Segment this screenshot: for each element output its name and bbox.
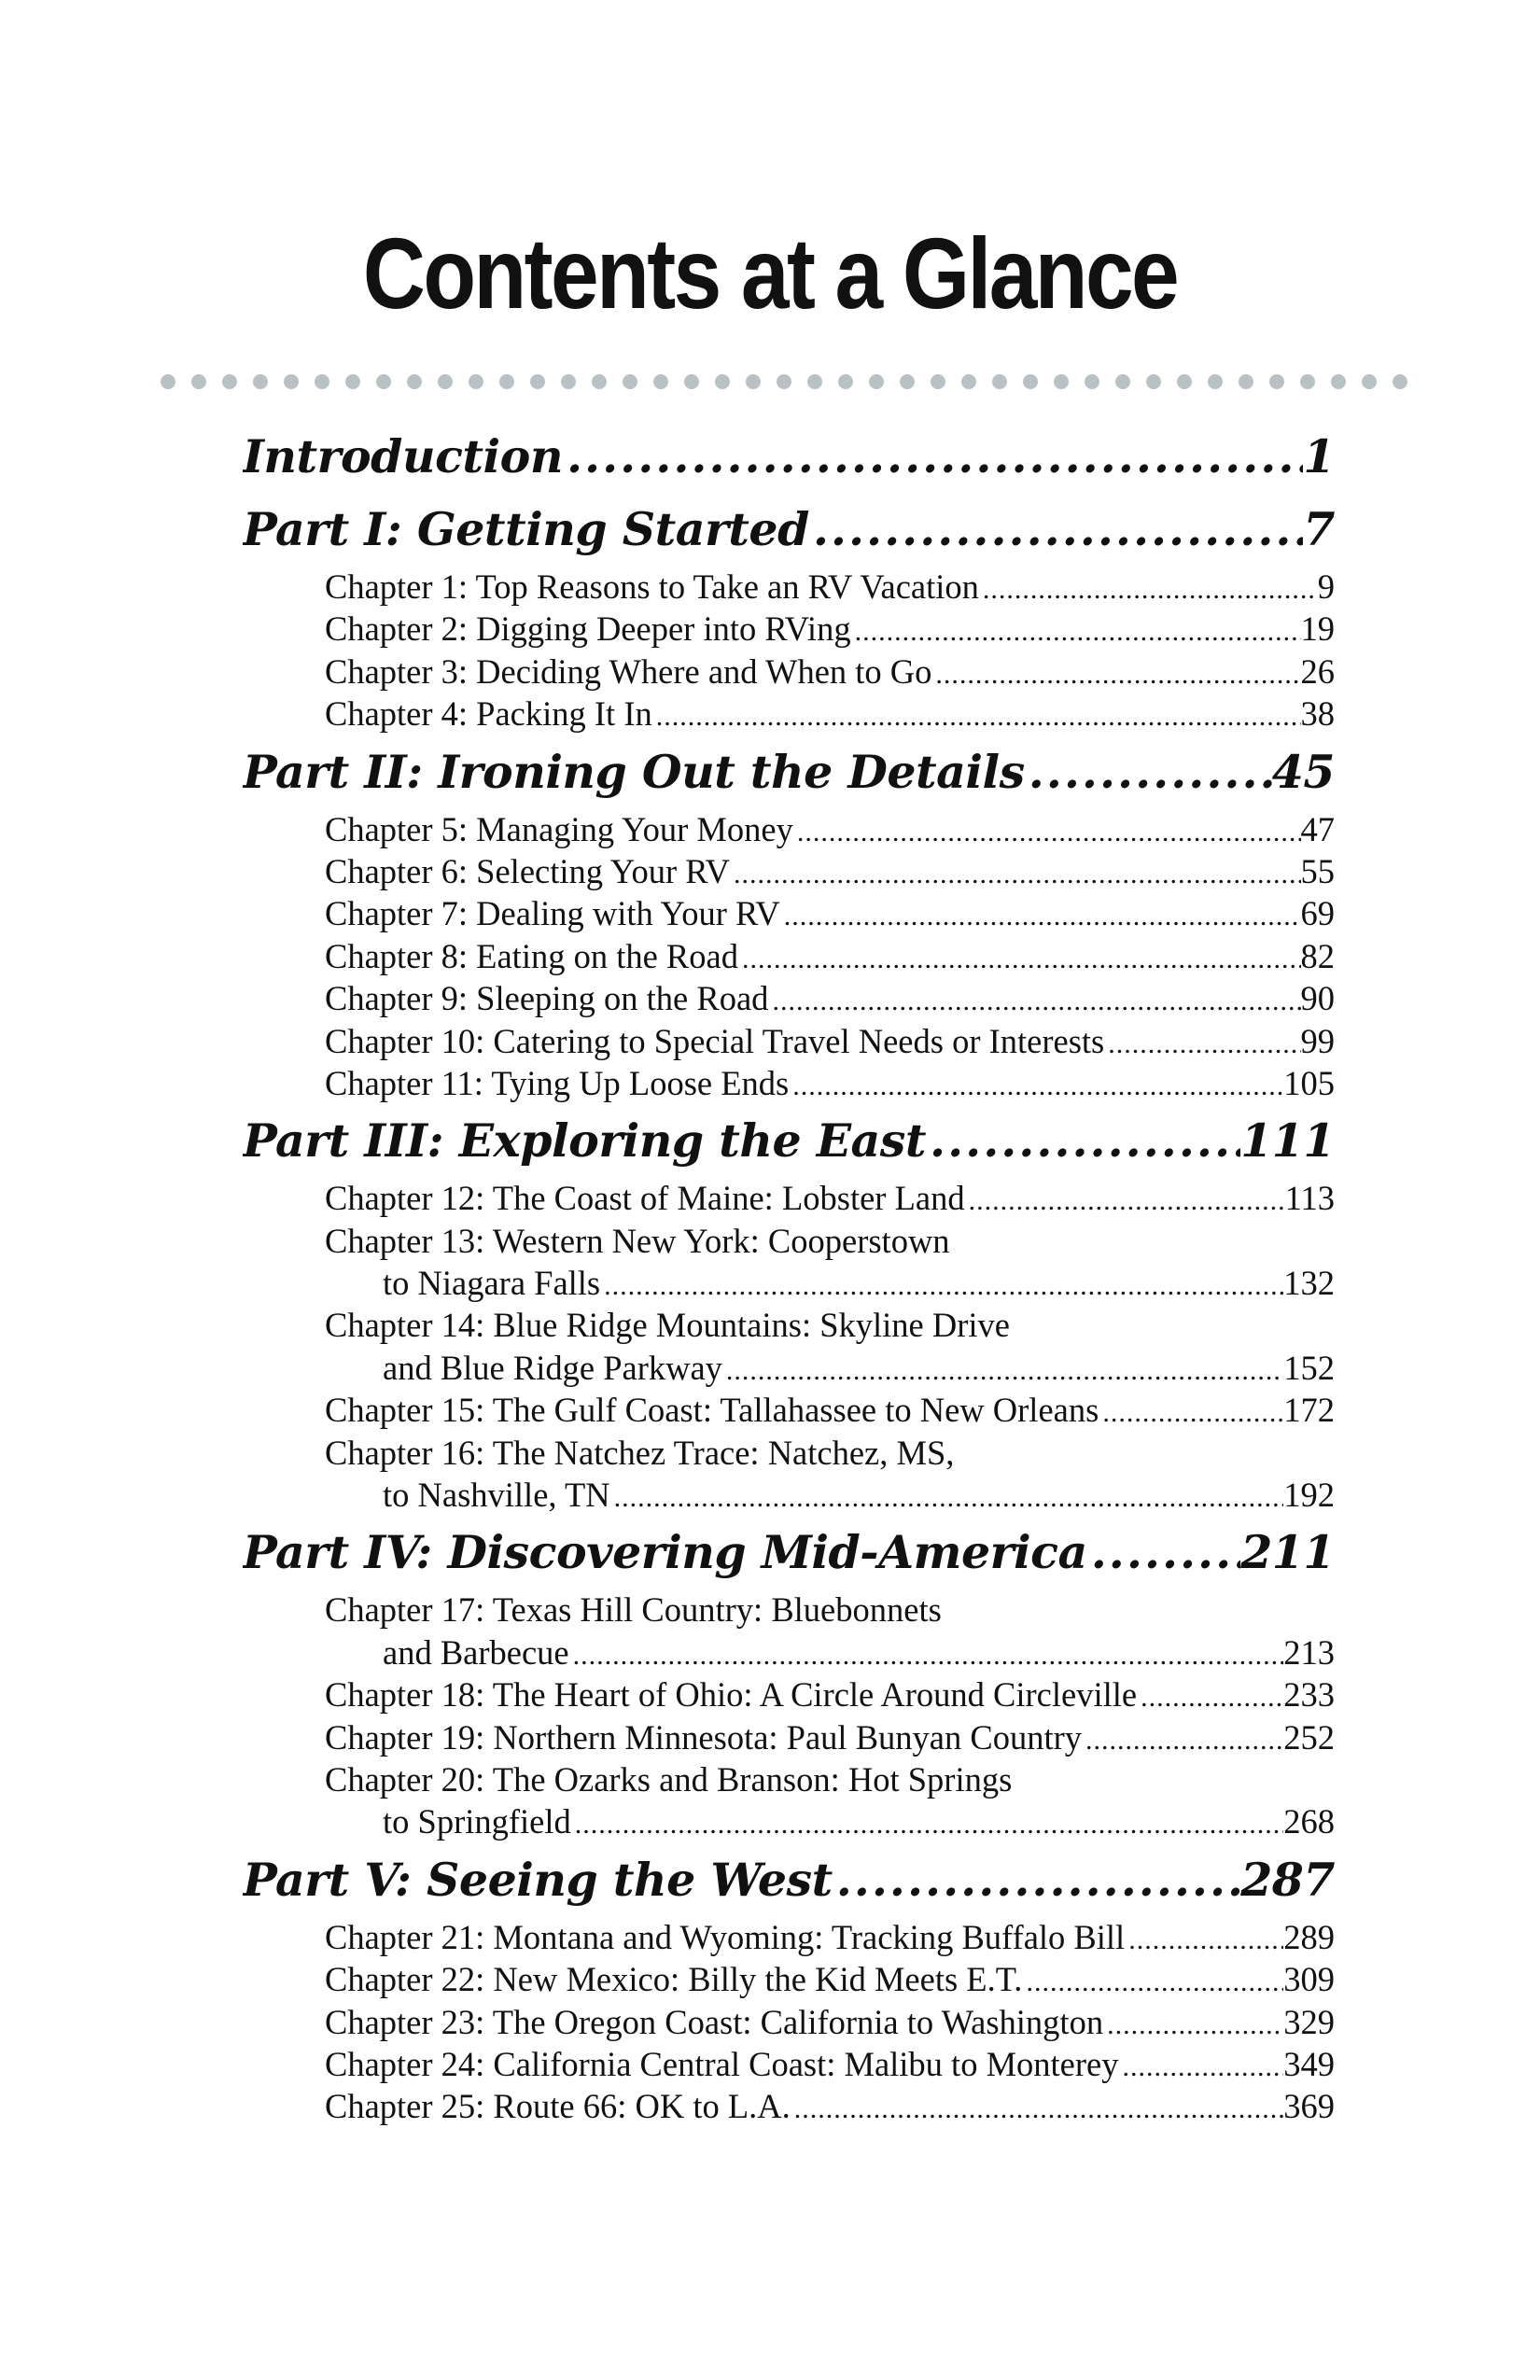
divider-dot	[807, 374, 822, 389]
toc-page-number: 287	[1240, 1852, 1335, 1907]
toc-chapter-entry	[243, 1220, 1335, 1262]
toc-chapter-entry	[243, 1673, 1335, 1715]
divider-dot	[869, 374, 884, 389]
toc-chapter-entry	[243, 2043, 1335, 2085]
toc-chapter-entry	[243, 1958, 1335, 2000]
toc-chapter-title: Chapter 1: Top Reasons to Take an RV Vacation	[325, 567, 979, 606]
divider-dot	[992, 374, 1007, 389]
dot-leader	[851, 610, 1301, 650]
divider-dot	[1023, 374, 1038, 389]
toc-page-number: 38	[1300, 694, 1335, 734]
toc-chapter-title: Chapter 2: Digging Deeper into RVing	[325, 609, 851, 649]
divider-dot	[746, 374, 761, 389]
toc-part-entry	[243, 1104, 1335, 1177]
toc-chapter-title: and Blue Ridge Parkway	[383, 1348, 722, 1387]
divider-dot	[777, 374, 791, 389]
divider-dot	[376, 374, 391, 389]
toc-chapter-title: Chapter 5: Managing Your Money	[325, 809, 793, 848]
toc-page-number: 349	[1283, 2044, 1335, 2083]
toc-page-number: 132	[1283, 1264, 1335, 1303]
dot-leader	[652, 695, 1301, 735]
toc-chapter-title: Chapter 12: The Coast of Maine: Lobster Land	[325, 1179, 965, 1218]
toc-chapter-entry	[243, 1262, 1335, 1304]
dot-leader	[789, 1065, 1283, 1104]
toc-chapter-entry	[243, 1020, 1335, 1062]
dot-leader	[965, 1180, 1285, 1219]
toc-page-number: 69	[1300, 894, 1335, 933]
toc-chapter-entry	[243, 1800, 1335, 1842]
toc-part-entry	[243, 735, 1335, 808]
dotted-divider	[161, 369, 1407, 395]
toc-chapter-title: Chapter 11: Tying Up Loose Ends	[325, 1063, 790, 1102]
divider-dot	[1393, 374, 1407, 389]
toc-chapter-entry	[243, 808, 1335, 850]
toc-chapter-title: Chapter 20: The Ozarks and Branson: Hot Springs	[325, 1759, 1013, 1799]
toc-page-number: 213	[1283, 1632, 1335, 1672]
dot-leader	[1103, 2004, 1283, 2043]
dot-leader	[1082, 1719, 1283, 1758]
toc-chapter-entry	[243, 566, 1335, 608]
dot-leader	[730, 853, 1300, 892]
toc-chapter-entry	[243, 935, 1335, 977]
toc-page-number: 152	[1283, 1348, 1335, 1387]
toc-page-number: 252	[1283, 1717, 1335, 1757]
toc-chapter-entry	[243, 977, 1335, 1019]
toc-part-entry	[243, 1516, 1335, 1589]
toc-chapter-title: Chapter 16: The Natchez Trace: Natchez, MS,	[325, 1433, 955, 1472]
toc-chapter-title: Chapter 19: Northern Minnesota: Paul Bunyan Country	[325, 1717, 1083, 1757]
toc-chapter-entry	[243, 1062, 1335, 1104]
toc-chapter-entry	[243, 1474, 1335, 1516]
toc-chapter-entry	[243, 1916, 1335, 1958]
toc-page-number: 9	[1317, 567, 1335, 606]
page-title: Contents at a Glance	[362, 217, 1178, 329]
toc-page-number: 90	[1300, 979, 1335, 1018]
toc-chapter-entry	[243, 850, 1335, 892]
toc-chapter-entry	[243, 892, 1335, 934]
dot-leader	[780, 895, 1301, 934]
toc-page-number: 19	[1300, 609, 1335, 649]
toc-page-number: 289	[1283, 1917, 1335, 1956]
divider-dot	[1085, 374, 1099, 389]
toc-chapter-title: to Springfield	[383, 1802, 571, 1841]
toc-chapter-title: Chapter 23: The Oregon Coast: California to Washington	[325, 2002, 1104, 2041]
toc-part-entry	[243, 1843, 1335, 1916]
toc-chapter-entry	[243, 2001, 1335, 2043]
dot-leader	[600, 1265, 1283, 1304]
dot-leader	[1118, 2046, 1283, 2085]
divider-dot	[1146, 374, 1161, 389]
toc-part-title: Introduction	[243, 429, 563, 483]
divider-dot	[1331, 374, 1346, 389]
toc-chapter-title: Chapter 3: Deciding Where and When to Go	[325, 651, 932, 691]
toc-page-number: 192	[1283, 1476, 1335, 1515]
toc-page-number: 233	[1283, 1675, 1335, 1715]
toc-chapter-entry	[243, 2085, 1335, 2127]
dot-leader	[793, 811, 1301, 850]
toc-chapter-entry	[243, 1589, 1335, 1631]
toc-chapter-title: Chapter 4: Packing It In	[325, 694, 652, 734]
toc-page-number: 7	[1303, 502, 1335, 556]
divider-dot	[253, 374, 268, 389]
divider-dot	[561, 374, 576, 389]
dot-leader	[1025, 735, 1272, 808]
dot-leader	[809, 493, 1304, 566]
toc-chapter-title: Chapter 15: The Gulf Coast: Tallahassee to New Orleans	[325, 1391, 1099, 1430]
toc-page-number: 45	[1271, 744, 1335, 799]
toc-page-number: 111	[1240, 1113, 1335, 1169]
dot-leader	[1099, 1392, 1283, 1431]
divider-dot	[1054, 374, 1069, 389]
toc-chapter-title: Chapter 13: Western New York: Cooperstown	[325, 1221, 950, 1260]
toc-page-number: 99	[1300, 1021, 1335, 1060]
toc-chapter-title: Chapter 6: Selecting Your RV	[325, 851, 731, 890]
divider-dot	[284, 374, 299, 389]
dot-leader	[738, 938, 1301, 977]
divider-dot	[191, 374, 206, 389]
toc-chapter-title: Chapter 22: New Mexico: Billy the Kid Meets E.T.	[325, 1960, 1023, 1999]
toc-chapter-entry	[243, 608, 1335, 650]
divider-dot	[161, 374, 175, 389]
toc-chapter-title: Chapter 14: Blue Ridge Mountains: Skyline Drive	[325, 1306, 1010, 1345]
divider-dot	[1115, 374, 1130, 389]
dot-leader	[1022, 1961, 1283, 2000]
toc-part-title: Part I: Getting Started	[243, 502, 809, 556]
dot-leader	[791, 2088, 1283, 2127]
dot-leader	[979, 568, 1318, 608]
toc-chapter-title: Chapter 10: Catering to Special Travel Needs or Interests	[325, 1021, 1105, 1060]
divider-dot	[715, 374, 730, 389]
toc-chapter-title: Chapter 18: The Heart of Ohio: A Circle Around Circleville	[325, 1675, 1138, 1715]
divider-dot	[838, 374, 853, 389]
toc-chapter-entry	[243, 1177, 1335, 1219]
toc-page-number: 1	[1303, 429, 1335, 483]
toc-page-number: 172	[1283, 1391, 1335, 1430]
toc-chapter-entry	[243, 693, 1335, 735]
toc-page-number: 105	[1283, 1063, 1335, 1102]
toc-chapter-entry	[243, 1716, 1335, 1758]
dot-leader	[722, 1350, 1283, 1389]
toc-chapter-entry	[243, 1432, 1335, 1474]
toc-page-number: 329	[1283, 2002, 1335, 2041]
divider-dot	[345, 374, 360, 389]
divider-dot	[653, 374, 668, 389]
dot-leader	[571, 1803, 1284, 1842]
dot-leader	[1125, 1919, 1283, 1958]
divider-dot	[315, 374, 329, 389]
toc-page-number: 309	[1283, 1960, 1335, 1999]
toc-chapter-title: Chapter 24: California Central Coast: Malibu to Monterey	[325, 2044, 1119, 2083]
divider-dot	[438, 374, 453, 389]
dot-leader	[1087, 1516, 1241, 1589]
toc-part-title: Part III: Exploring the East	[243, 1113, 927, 1169]
toc-chapter-entry	[243, 1389, 1335, 1431]
divider-dot	[961, 374, 976, 389]
toc-chapter-title: Chapter 7: Dealing with Your RV	[325, 894, 780, 933]
toc-page-number: 82	[1300, 936, 1335, 975]
dot-leader	[1137, 1676, 1283, 1715]
toc-page-number: 211	[1240, 1525, 1335, 1580]
dot-leader	[931, 653, 1300, 693]
divider-dot	[900, 374, 915, 389]
toc-page-number: 268	[1283, 1802, 1335, 1841]
toc-part-title: Part V: Seeing the West	[243, 1852, 833, 1907]
dot-leader	[833, 1843, 1240, 1916]
divider-dot	[931, 374, 945, 389]
dot-leader	[569, 1634, 1284, 1673]
divider-dot	[222, 374, 237, 389]
divider-dot	[530, 374, 545, 389]
dot-leader	[768, 980, 1300, 1019]
toc-part-title: Part IV: Discovering Mid-America	[243, 1525, 1087, 1580]
toc-chapter-title: and Barbecue	[383, 1632, 569, 1672]
divider-dot	[1300, 374, 1315, 389]
toc-page-number: 26	[1300, 651, 1335, 691]
divider-dot	[407, 374, 422, 389]
toc-page-number: 113	[1284, 1179, 1335, 1218]
dot-leader	[1104, 1023, 1300, 1062]
toc-chapter-entry	[243, 1304, 1335, 1346]
toc-chapter-title: Chapter 17: Texas Hill Country: Bluebonnets	[325, 1590, 942, 1630]
divider-dot	[499, 374, 514, 389]
toc-chapter-entry	[243, 1347, 1335, 1389]
toc-chapter-entry	[243, 1631, 1335, 1673]
divider-dot	[1362, 374, 1377, 389]
toc-chapter-entry	[243, 1758, 1335, 1800]
toc-part-entry	[243, 420, 1335, 493]
dot-leader	[563, 420, 1303, 493]
table-of-contents	[243, 420, 1335, 2128]
toc-chapter-entry	[243, 651, 1335, 693]
toc-page-number: 55	[1300, 851, 1335, 890]
toc-chapter-title: to Niagara Falls	[383, 1264, 601, 1303]
toc-page-number: 47	[1300, 809, 1335, 848]
divider-dot	[1208, 374, 1223, 389]
toc-part-entry	[243, 493, 1335, 566]
dot-leader	[926, 1104, 1240, 1177]
divider-dot	[469, 374, 483, 389]
divider-dot	[592, 374, 607, 389]
divider-dot	[684, 374, 699, 389]
divider-dot	[1269, 374, 1284, 389]
toc-chapter-title: Chapter 8: Eating on the Road	[325, 936, 738, 975]
divider-dot	[623, 374, 637, 389]
divider-dot	[1239, 374, 1253, 389]
toc-chapter-title: Chapter 9: Sleeping on the Road	[325, 979, 769, 1018]
dot-leader	[610, 1477, 1284, 1516]
toc-chapter-title: to Nashville, TN	[383, 1476, 610, 1515]
toc-part-title: Part II: Ironing Out the Details	[243, 744, 1025, 799]
toc-chapter-title: Chapter 21: Montana and Wyoming: Tracking Buffalo Bill	[325, 1917, 1126, 1956]
toc-chapter-title: Chapter 25: Route 66: OK to L.A.	[325, 2087, 791, 2126]
toc-page-number: 369	[1283, 2087, 1335, 2126]
divider-dot	[1177, 374, 1192, 389]
